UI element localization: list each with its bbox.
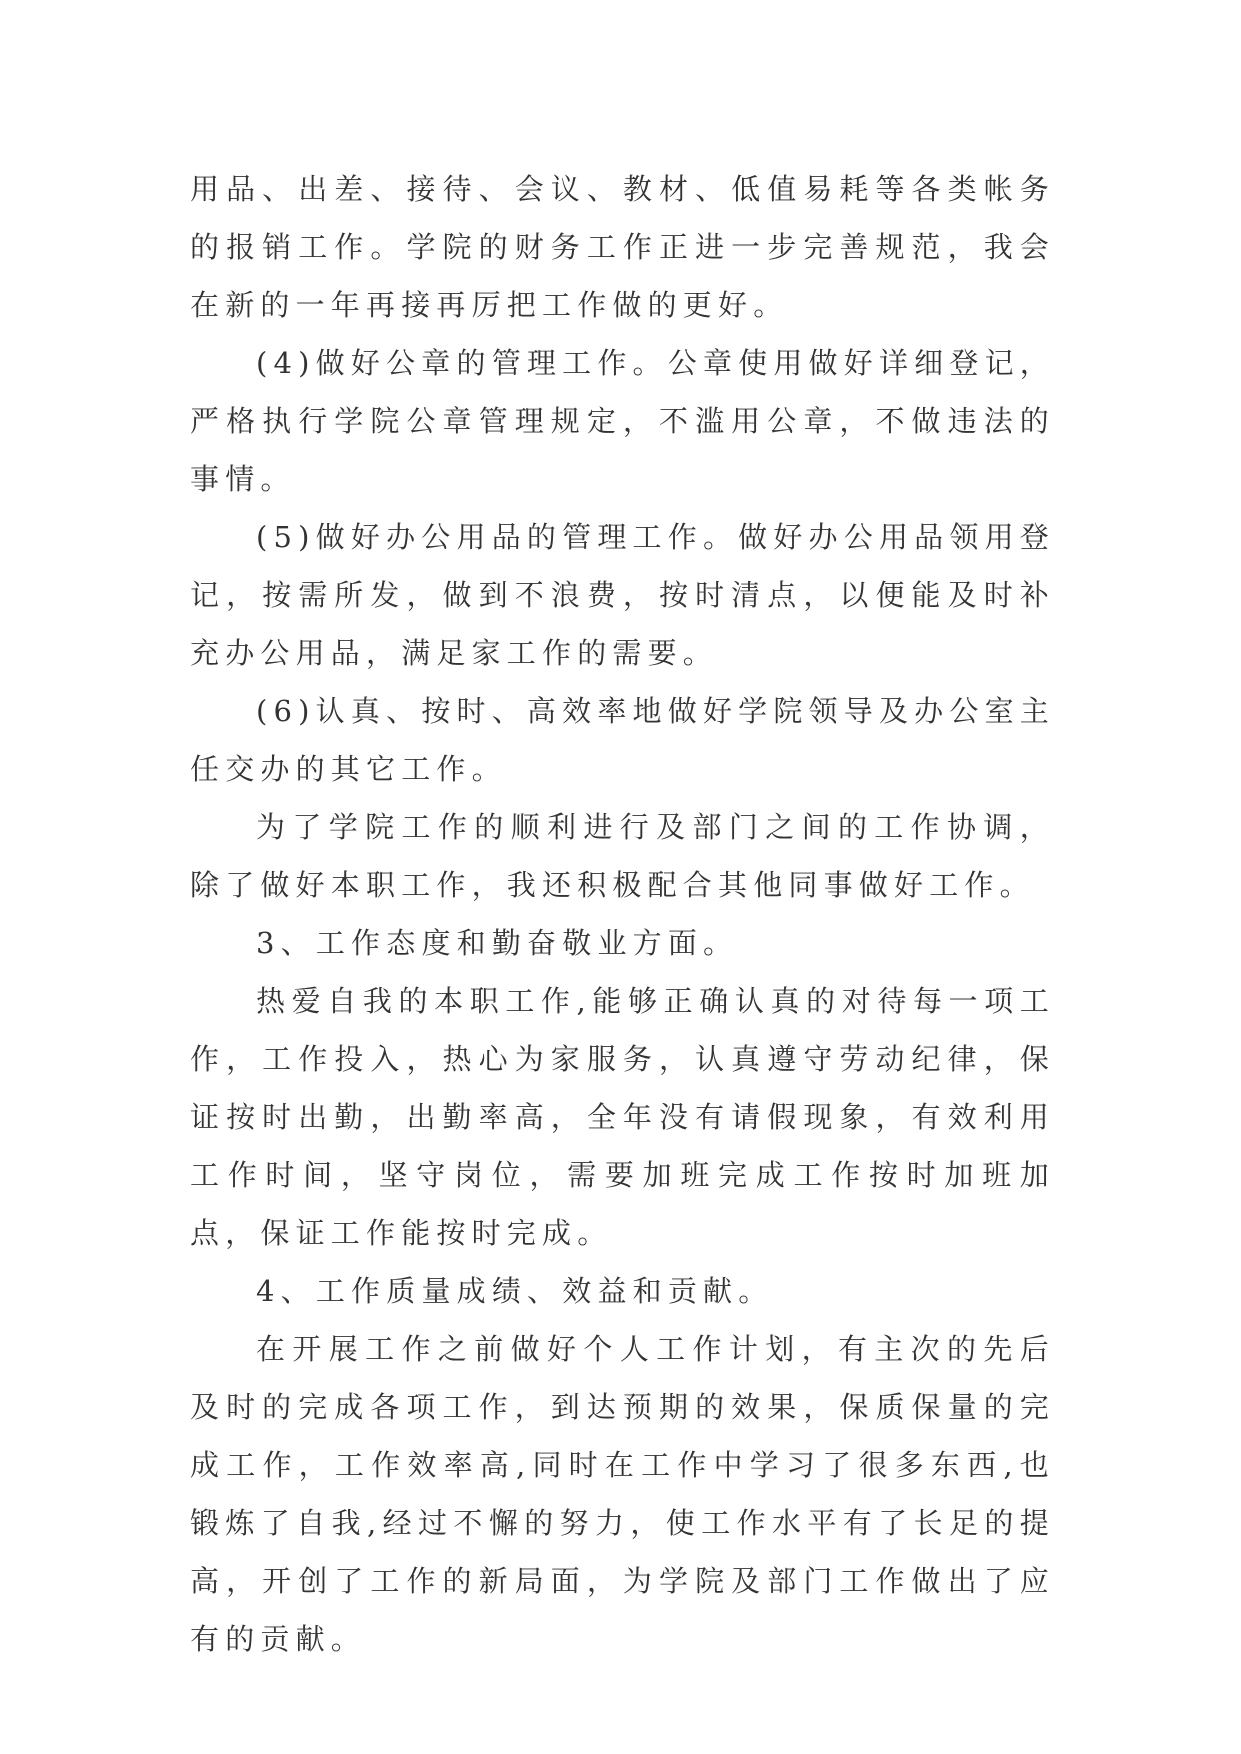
- paragraph-cooperation: 为了学院工作的顺利进行及部门之间的工作协调，除了做好本职工作，我还积极配合其他同事做好工作。: [190, 810, 1055, 902]
- paragraph-reimbursement: 用品、出差、接待、会议、教材、低值易耗等各类帐务的报销工作。学院的财务工作正进一步完善规范，我会在新的一年再接再厉把工作做的更好。: [190, 172, 1055, 322]
- section-heading-quality: 4、工作质量成绩、效益和贡献。: [256, 1274, 774, 1308]
- document-body: [190, 160, 1055, 1668]
- paragraph-quality: 在开展工作之前做好个人工作计划，有主次的先后及时的完成各项工作，到达预期的效果，保质保量的完成工作，工作效率高,同时在工作中学习了很多东西,也锻炼了自我,经过不懈的努力，使工作水平有了长足的提高，开创了工作的新局面，为学院及部门工作做出了应有的贡献。: [190, 1332, 1055, 1656]
- paragraph-attitude: 热爱自我的本职工作,能够正确认真的对待每一项工作，工作投入，热心为家服务，认真遵守劳动纪律，保证按时出勤，出勤率高，全年没有请假现象，有效利用工作时间，坚守岗位，需要加班完成工作按时加班加点，保证工作能按时完成。: [190, 984, 1055, 1250]
- paragraph-seal-management: (4)做好公章的管理工作。公章使用做好详细登记，严格执行学院公章管理规定，不滥用公章，不做违法的事情。: [190, 346, 1055, 496]
- paragraph-other-tasks: (6)认真、按时、高效率地做好学院领导及办公室主任交办的其它工作。: [190, 694, 1055, 786]
- paragraph-office-supplies: (5)做好办公用品的管理工作。做好办公用品领用登记，按需所发，做到不浪费，按时清点，以便能及时补充办公用品，满足家工作的需要。: [190, 520, 1055, 670]
- section-heading-attitude: 3、工作态度和勤奋敬业方面。: [256, 926, 739, 960]
